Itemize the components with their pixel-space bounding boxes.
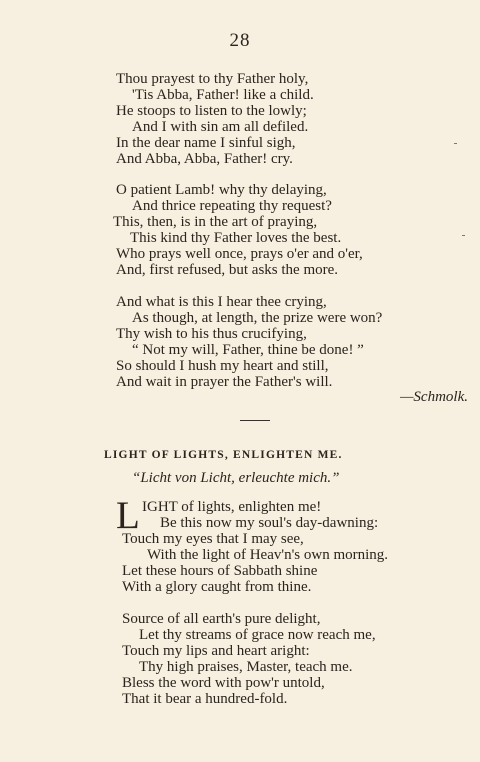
verse-line: Be this now my soul's day-dawning:: [160, 515, 379, 531]
verse-line: Thou prayest to thy Father holy,: [116, 71, 309, 87]
verse-line: Source of all earth's pure delight,: [122, 611, 321, 627]
verse-line: IGHT of lights, enlighten me!: [142, 499, 322, 515]
hymn-title: LIGHT OF LIGHTS, ENLIGHTEN ME.: [104, 449, 343, 461]
verse-line: With the light of Heav'n's own morning.: [147, 547, 389, 563]
verse-line: Let thy streams of grace now reach me,: [139, 627, 376, 643]
verse-line: Who prays well once, prays o'er and o'er,: [116, 246, 363, 262]
hymn-subtitle: “Licht von Licht, erleuchte mich.”: [132, 470, 340, 486]
verse-line: In the dear name I sinful sigh,: [116, 135, 296, 151]
verse-line: And wait in prayer the Father's will.: [116, 374, 333, 390]
section-divider: [240, 420, 270, 421]
paper-speck: [462, 235, 465, 236]
verse-line: O patient Lamb! why thy delaying,: [116, 182, 327, 198]
verse-line: And Abba, Abba, Father! cry.: [116, 151, 293, 167]
verse-line: Thy high praises, Master, teach me.: [139, 659, 353, 675]
verse-line: And I with sin am all defiled.: [132, 119, 309, 135]
verse-line: With a glory caught from thine.: [122, 579, 312, 595]
verse-line: This, then, is in the art of praying,: [113, 214, 318, 230]
paper-speck: [454, 143, 457, 144]
verse-line: He stoops to listen to the lowly;: [116, 103, 307, 119]
attribution: —Schmolk.: [400, 389, 468, 405]
verse-line: This kind thy Father loves the best.: [130, 230, 342, 246]
verse-line: Let these hours of Sabbath shine: [122, 563, 318, 579]
verse-line: And what is this I hear thee crying,: [116, 294, 327, 310]
verse-line: And thrice repeating thy request?: [132, 198, 332, 214]
verse-line: Touch my eyes that I may see,: [122, 531, 304, 547]
verse-line: “ Not my will, Father, thine be done! ”: [132, 342, 364, 358]
verse-line: Thy wish to his thus crucifying,: [116, 326, 307, 342]
verse-line: Touch my lips and heart aright:: [122, 643, 310, 659]
verse-line: And, first refused, but asks the more.: [116, 262, 339, 278]
verse-line: As though, at length, the prize were won?: [132, 310, 383, 326]
verse-line: That it bear a hundred-fold.: [122, 691, 288, 707]
verse-line: So should I hush my heart and still,: [116, 358, 329, 374]
drop-cap: L: [116, 494, 140, 537]
page-number: 28: [229, 30, 251, 51]
verse-line: 'Tis Abba, Father! like a child.: [132, 87, 314, 103]
verse-line: Bless the word with pow'r untold,: [122, 675, 325, 691]
